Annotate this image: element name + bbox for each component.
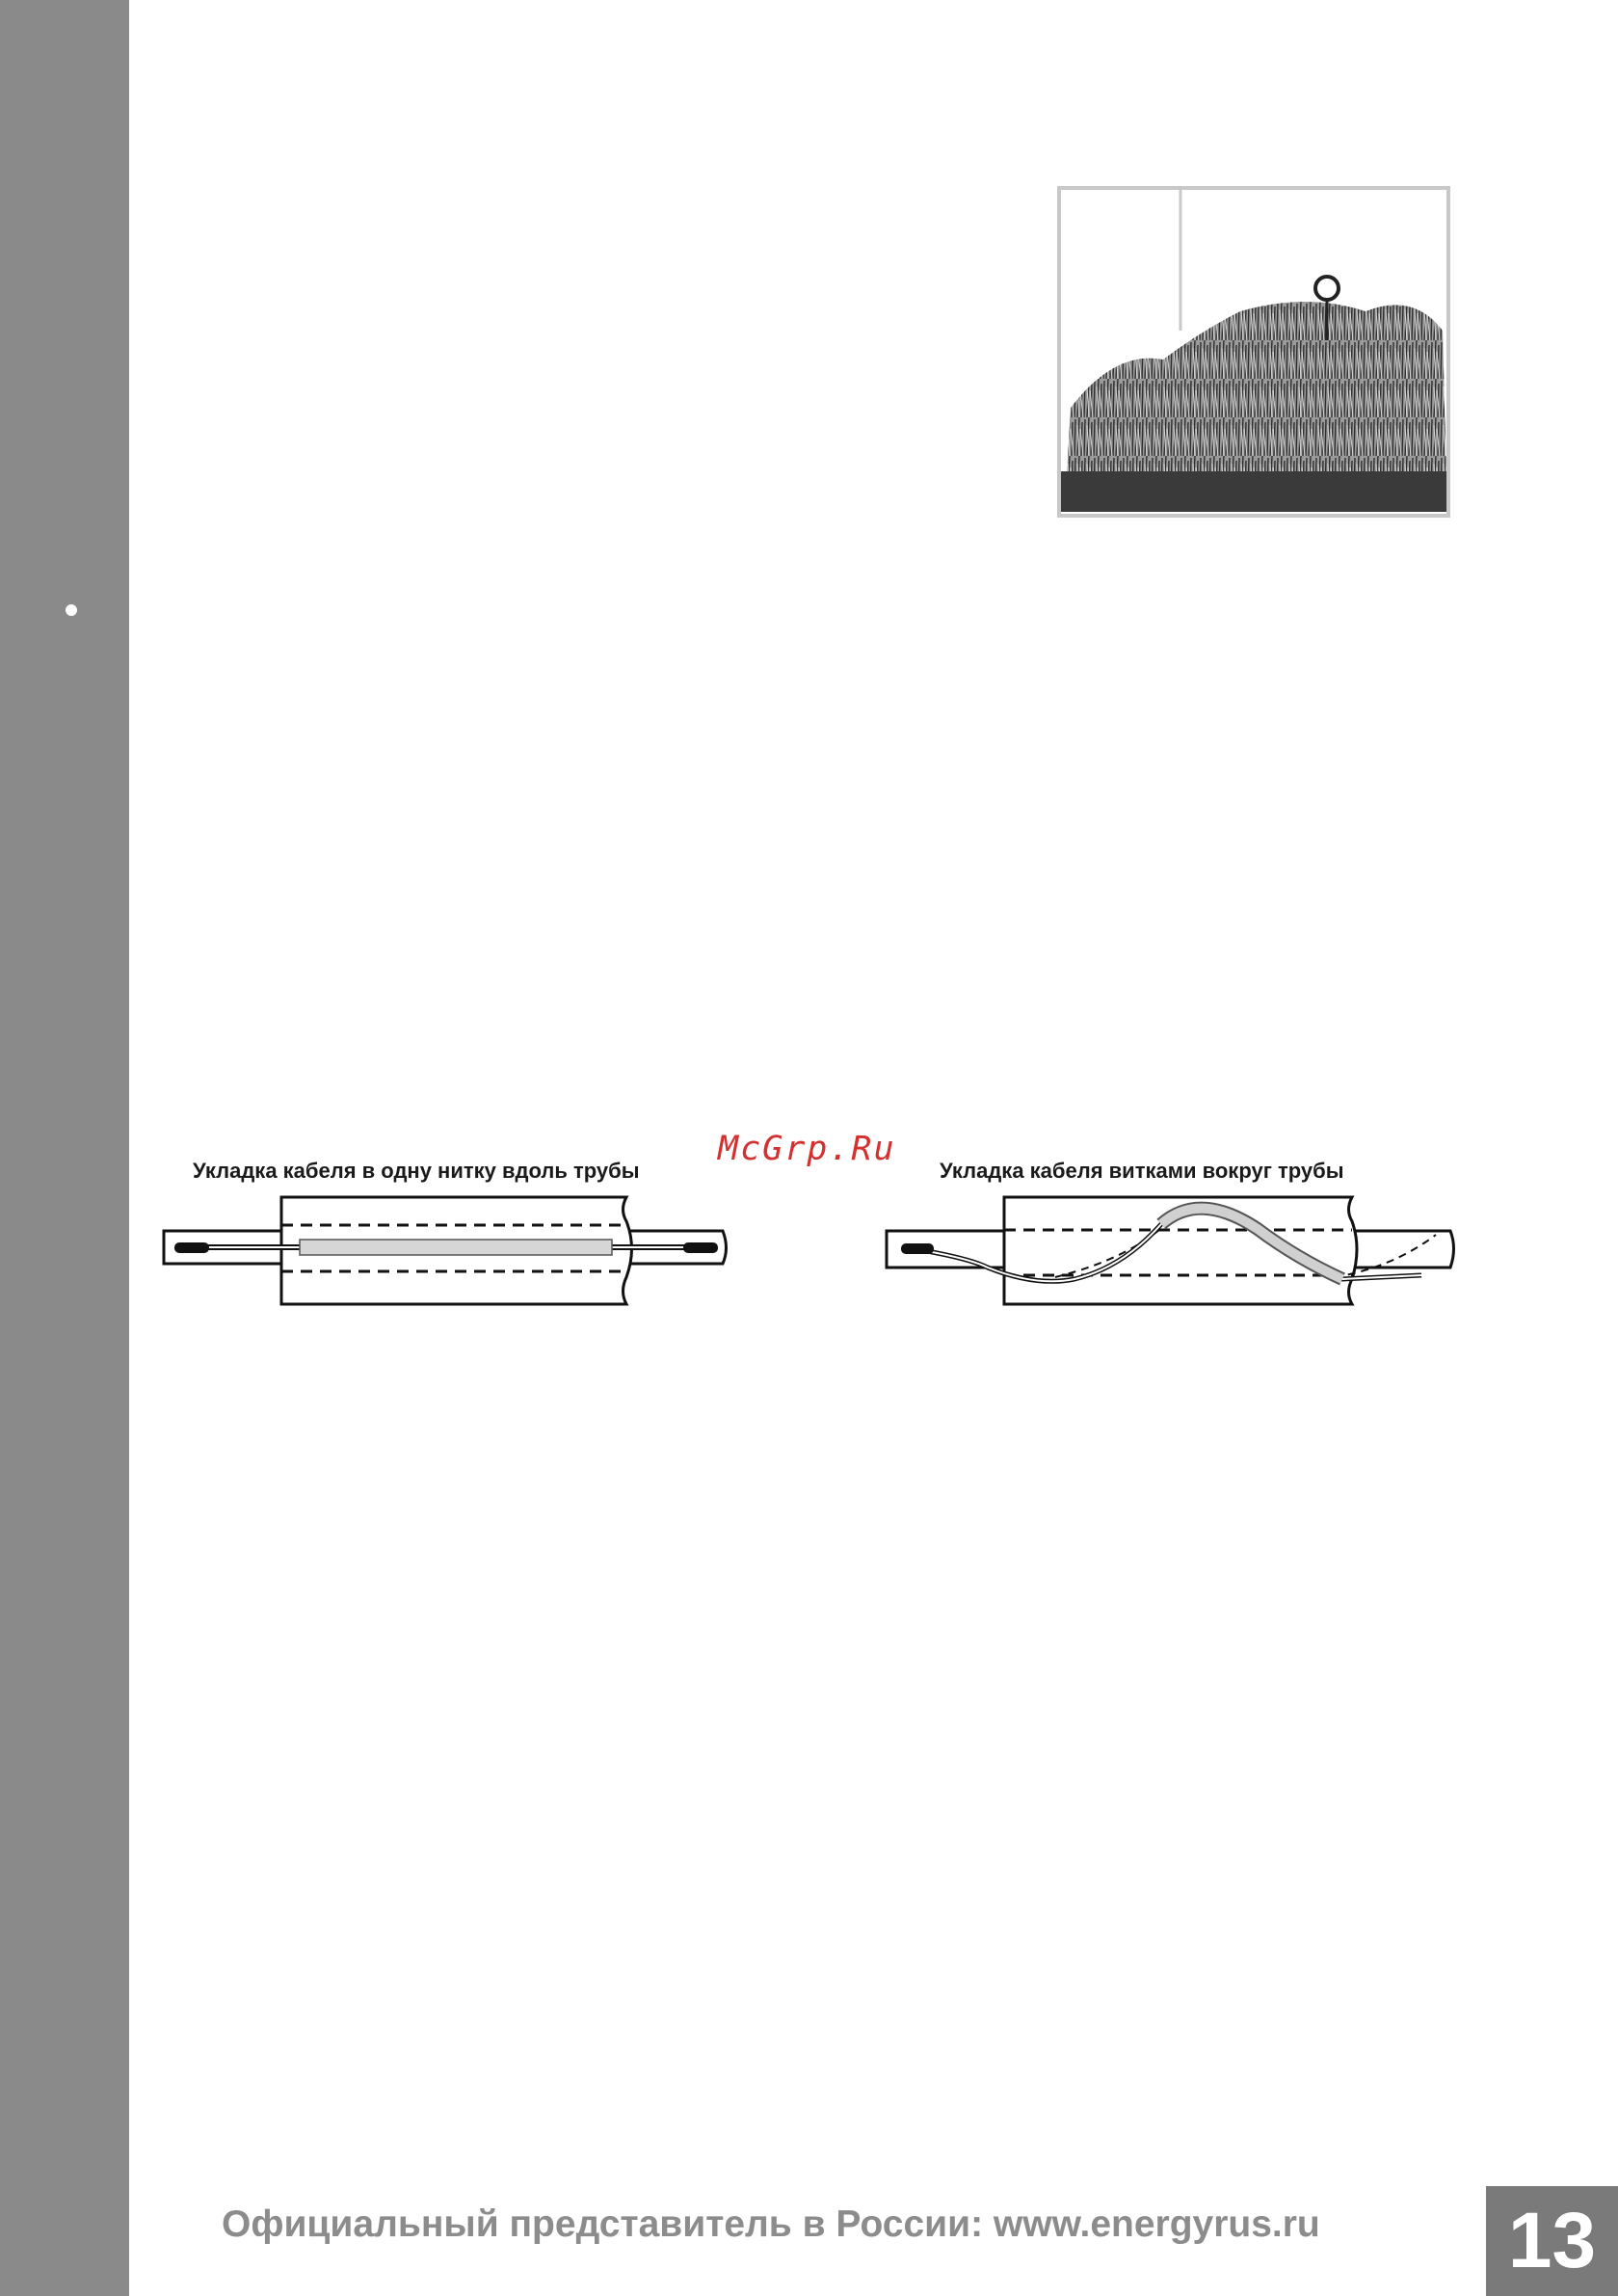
page-number-badge: 13: [1486, 2186, 1618, 2296]
watermark: McGrp.Ru: [718, 1130, 896, 1168]
spiral-cable-diagram: [882, 1190, 1460, 1311]
caption-spiral-laying: Укладка кабеля витками вокруг трубы: [940, 1159, 1344, 1183]
footer-text: Официальный представитель в России: www.energyrus.ru: [222, 2203, 1320, 2245]
caption-straight-laying: Укладка кабеля в одну нитку вдоль трубы: [193, 1159, 640, 1183]
straight-cable-diagram: [159, 1190, 732, 1311]
left-sidebar: [0, 0, 129, 2296]
bullet-dot: [66, 604, 77, 616]
grass-sensor-illustration: [1057, 186, 1450, 518]
